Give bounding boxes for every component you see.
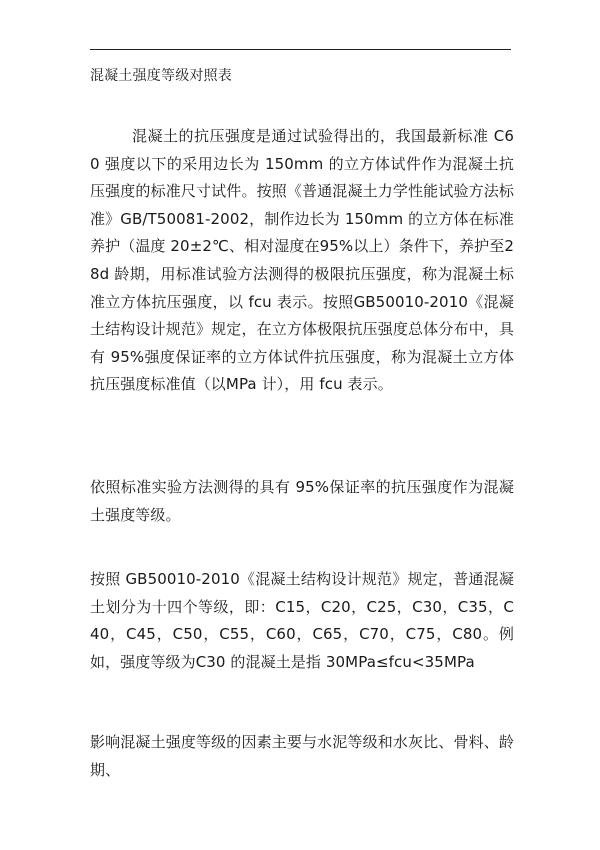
document-title: 混凝土强度等级对照表 [90,68,232,84]
paragraph-compressive-strength: 混凝土的抗压强度是通过试验得出的，我国最新标准 C60 强度以下的采用边长为 150mm 的立方体试件作为混凝土抗压强度的标准尺寸试件。按照《普通混凝土力学性能试验方法标准》GB/T50081-2002，制作边长为 150mm 的立方体在标准养护（温度 20±2℃、相对湿度在95%以上）条件下，养护至28d 龄期，用标准试验方法测得的极限抗压强度，称为混凝土标准立方体抗压强度，以 fcu 表示。按照GB50010-2010《混凝土结构设计规范》规定，在立方体极限抗压强度总体分布中，具有 95%强度保证率的立方体试件抗压强度，称为混凝土立方体抗压强度标准值（以MPa 计），用 fcu 表示。 [90,127,514,394]
paragraph-influencing-factors: 影响混凝土强度等级的因素主要与水泥等级和水灰比、骨料、龄期、 [90,733,514,779]
header-rule [90,49,511,50]
paragraph-grade-list: 按照 GB50010-2010《混凝土结构设计规范》规定，普通混凝土划分为十四个等级，即：C15，C20，C25，C30，C35，C40，C45，C50，C55，C60，C65，C70，C75，C80。例如，强度等级为C30 的混凝土是指 30MPa≤fcu<35MPa [90,570,514,671]
paragraph-strength-grade-definition: 依照标准实验方法测得的具有 95%保证率的抗压强度作为混凝土强度等级。 [90,478,514,524]
